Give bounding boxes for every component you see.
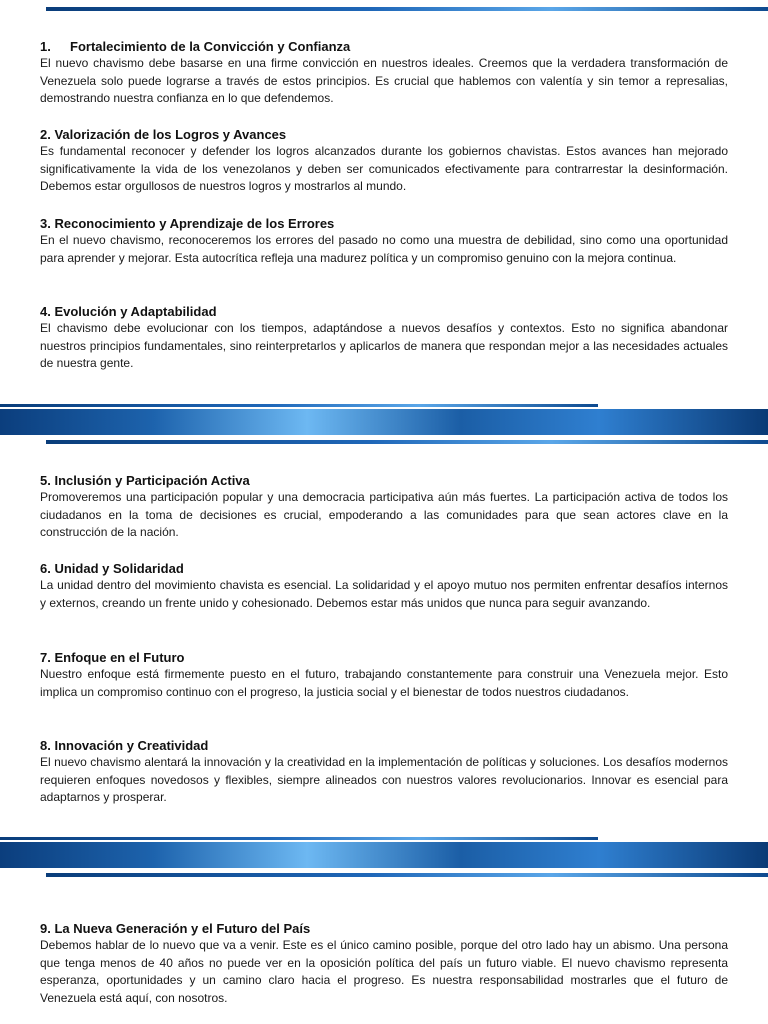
section-heading: Reconocimiento y Aprendizaje de los Errores bbox=[54, 216, 335, 231]
section-title bbox=[40, 472, 728, 489]
section-title bbox=[40, 920, 728, 937]
section-heading: Fortalecimiento de la Convicción y Confianza bbox=[70, 39, 351, 54]
section-number: 4. bbox=[40, 304, 51, 319]
section-number: 8. bbox=[40, 738, 51, 753]
section-title bbox=[40, 737, 728, 754]
section-5 bbox=[40, 472, 728, 542]
section-title bbox=[40, 126, 728, 143]
section-heading: Inclusión y Participación Activa bbox=[54, 473, 250, 488]
section-9 bbox=[40, 920, 728, 1007]
section-number: 3. bbox=[40, 216, 51, 231]
section-number: 6. bbox=[40, 561, 51, 576]
section-body: El chavismo debe evolucionar con los tiempos, adaptándose a nuevos desafíos y contextos. Esto no significa abandonar nuestros principios fundamentales, sino reinterpretarlos y aplicarlos de manera que respondan mejor a las necesidades actuales de nuestra gente. bbox=[40, 321, 728, 371]
section-heading: Unidad y Solidaridad bbox=[54, 561, 184, 576]
section-4 bbox=[40, 303, 728, 373]
section-3 bbox=[40, 215, 728, 267]
section-6 bbox=[40, 560, 728, 612]
page-break-band bbox=[0, 409, 768, 435]
section-number: 9. bbox=[40, 921, 51, 936]
section-heading: La Nueva Generación y el Futuro del País bbox=[54, 921, 311, 936]
section-body: Debemos hablar de lo nuevo que va a venir. Este es el único camino posible, porque del otro lado hay un abismo. Una persona que tenga menos de 40 años no puede ver en la oposición política del país un futuro viable. El nuevo chavismo representa esperanza, oportunidades y un camino claro hacia el progreso. Es nuestra responsabilidad mostrarles que el futuro de Venezuela está aquí, con nosotros. bbox=[40, 938, 728, 1005]
section-title bbox=[40, 215, 728, 232]
section-2 bbox=[40, 126, 728, 196]
section-number: 7. bbox=[40, 650, 51, 665]
section-heading: Valorización de los Logros y Avances bbox=[54, 127, 287, 142]
section-body: El nuevo chavismo alentará la innovación y la creatividad en la implementación de políticas y soluciones. Los desafíos modernos requieren enfoques novedosos y flexibles, siempre alineados con nuestros valores revolucionarios. Innovar es esencial para adaptarnos y prosperar. bbox=[40, 755, 728, 805]
section-7 bbox=[40, 649, 728, 701]
section-title bbox=[40, 303, 728, 320]
section-number: 5. bbox=[40, 473, 51, 488]
page-break-line-lower bbox=[46, 873, 768, 877]
section-heading: Enfoque en el Futuro bbox=[54, 650, 185, 665]
section-heading: Evolución y Adaptabilidad bbox=[54, 304, 217, 319]
page-break-line-upper bbox=[0, 837, 598, 840]
section-body: Promoveremos una participación popular y una democracia participativa aún más fuertes. La participación activa de todos los ciudadanos en la toma de decisiones es crucial, empoderando a las comunidades para que sean actores clave en la construcción de la nación. bbox=[40, 490, 728, 540]
section-title bbox=[40, 649, 728, 666]
page-break-band bbox=[0, 842, 768, 868]
section-body: El nuevo chavismo debe basarse en una firme convicción en nuestros ideales. Creemos que la verdadera transformación de Venezuela solo puede lograrse a través de estos principios. Es crucial que hablemos con valentía y sin temor a represalias, demostrando nuestra confianza en lo que defendemos. bbox=[40, 56, 728, 106]
section-body: La unidad dentro del movimiento chavista es esencial. La solidaridad y el apoyo mutuo nos permiten enfrentar desafíos internos y externos, creando un frente unido y cohesionado. Debemos estar más unidos que nunca para seguir avanzando. bbox=[40, 578, 728, 610]
section-8 bbox=[40, 737, 728, 807]
section-body: Nuestro enfoque está firmemente puesto en el futuro, trabajando constantemente para construir una Venezuela mejor. Esto implica un compromiso continuo con el progreso, la justicia social y el bienestar de todos nuestros ciudadanos. bbox=[40, 667, 728, 699]
top-divider-line bbox=[46, 7, 768, 11]
section-body: Es fundamental reconocer y defender los logros alcanzados durante los gobiernos chavistas. Estos avances han mejorado significativamente la vida de los venezolanos y deben ser comunicados efectivamente para contrarrestar la desinformación. Debemos estar orgullosos de nuestros logros y mostrarlos al mundo. bbox=[40, 144, 728, 194]
section-number: 1. bbox=[40, 39, 51, 54]
section-title bbox=[40, 38, 728, 55]
section-1 bbox=[40, 38, 728, 108]
section-title bbox=[40, 560, 728, 577]
section-number: 2. bbox=[40, 127, 51, 142]
section-body: En el nuevo chavismo, reconoceremos los errores del pasado no como una muestra de debilidad, sino como una oportunidad para aprender y mejorar. Esta autocrítica refleja una madurez política y un compromiso genuino con la mejora continua. bbox=[40, 233, 728, 265]
page-break-line-lower bbox=[46, 440, 768, 444]
page-break-line-upper bbox=[0, 404, 598, 407]
section-heading: Innovación y Creatividad bbox=[54, 738, 209, 753]
